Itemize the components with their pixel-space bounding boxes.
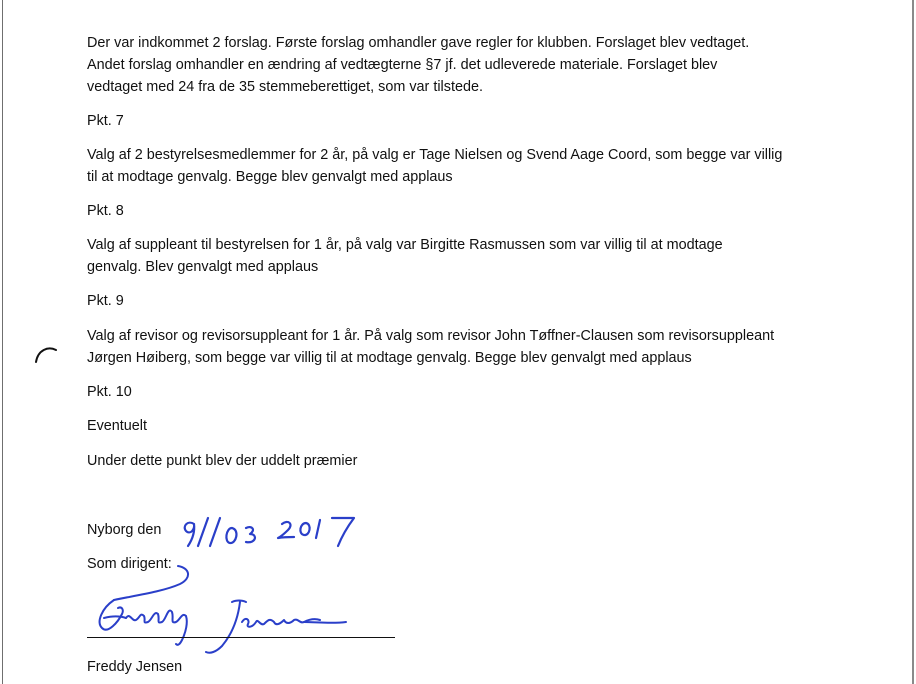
proposals-line-3: vedtaget med 24 fra de 35 stemmeberettiget, som var tilstede. [87, 79, 483, 95]
signer-name: Freddy Jensen [87, 659, 183, 675]
pkt8-text-line-1: Valg af suppleant til bestyrelsen for 1 år, på valg var Birgitte Rasmussen som var villig til at modtage [87, 237, 723, 253]
pkt10-subheading: Eventuelt [87, 418, 148, 434]
pkt10-heading: Pkt. 10 [87, 384, 132, 400]
pkt8-text-line-2: genvalg. Blev genvalgt med applaus [87, 259, 319, 275]
signature-line [87, 637, 395, 638]
pkt10-text: Under dette punkt blev der uddelt præmier [87, 453, 358, 469]
proposals-line-2: Andet forslag omhandler en ændring af vedtægterne §7 jf. det udleverede materiale. Forslaget blev [87, 57, 718, 73]
pkt7-text-line-1: Valg af 2 bestyrelsesmedlemmer for 2 år, på valg er Tage Nielsen og Svend Aage Coord, som begge var villig [87, 147, 783, 163]
pkt7-text-line-2: til at modtage genvalg. Begge blev genvalgt med applaus [87, 169, 453, 185]
scan-artifact-mark [32, 340, 60, 368]
handwritten-date [178, 510, 378, 550]
pkt8-heading: Pkt. 8 [87, 203, 124, 219]
pkt9-text-line-1: Valg af revisor og revisorsuppleant for 1 år. På valg som revisor John Tøffner-Clausen som revisorsuppleant [87, 328, 775, 344]
proposals-line-1: Der var indkommet 2 forslag. Første forslag omhandler gave regler for klubben. Forslaget blev vedtaget. [87, 35, 750, 51]
role-label: Som dirigent: [87, 556, 172, 572]
page-left-edge [2, 0, 3, 684]
place-label: Nyborg den [87, 522, 162, 538]
pkt9-heading: Pkt. 9 [87, 293, 124, 309]
signature [92, 562, 362, 662]
page-right-edge [912, 0, 914, 684]
pkt7-heading: Pkt. 7 [87, 113, 124, 129]
pkt9-text-line-2: Jørgen Høiberg, som begge var villig til at modtage genvalg. Begge blev genvalgt med applaus [87, 350, 692, 366]
